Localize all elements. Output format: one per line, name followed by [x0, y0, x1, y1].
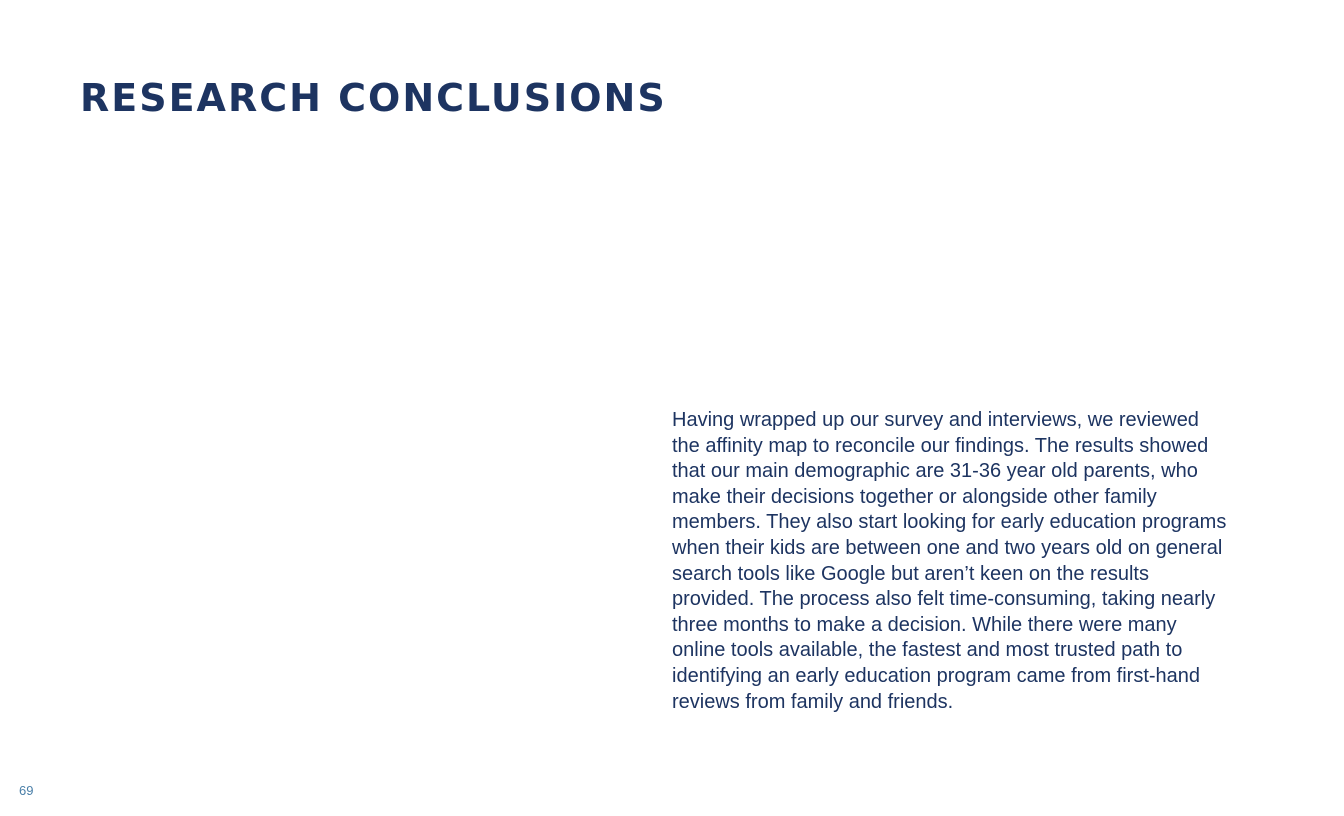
research-conclusions-paragraph: Having wrapped up our survey and interviews, we reviewed the affinity map to reconcile our findings. The results showed that our main demographic are 31-36 year old parents, who make their decisions together or alongside other family members. They also start looking for early education programs when their kids are between one and two years old on general search tools like Google but aren’t keen on the results provided. The process also felt time-consuming, taking nearly three months to make a decision. While there were many online tools available, the fastest and most trusted path to identifying an early education program came from first-hand reviews from family and friends. — [672, 409, 1227, 713]
page-title: RESEARCH CONCLUSIONS — [80, 76, 667, 120]
page-number: 69 — [19, 783, 34, 798]
